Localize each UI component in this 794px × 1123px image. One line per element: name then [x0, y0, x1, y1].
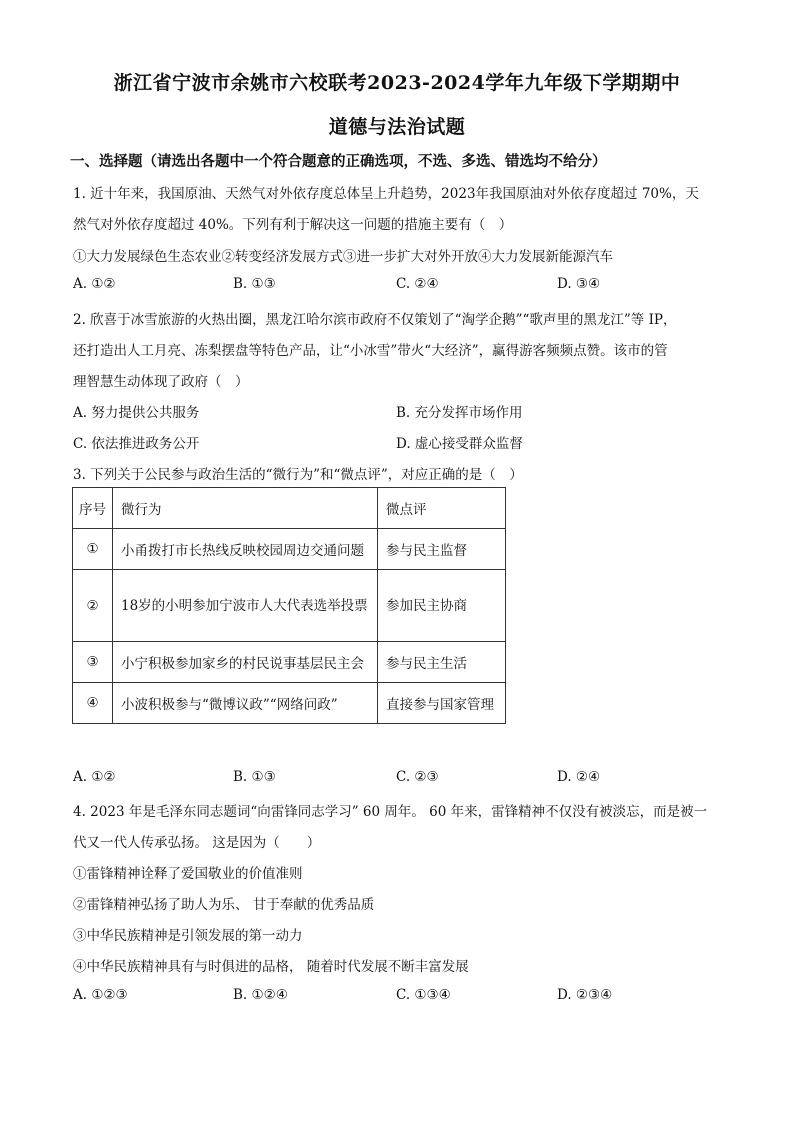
q2-stem-line2: 还打造出人工月亮、冻梨摆盘等特色产品，让“小冰雪”带火“大经济”，赢得游客频频点赞。该市的管 [73, 343, 668, 359]
q1-option-d: D. ③④ [557, 276, 601, 292]
q1-statements: ①大力发展绿色生态农业②转变经济发展方式③进一步扩大对外开放④大力发展新能源汽车 [73, 249, 613, 265]
table-cell-action: 小甬拨打市长热线反映校园周边交通问题 [113, 529, 378, 570]
q1-stem-line2: 然气对外依存度超过 40%。下列有利于解决这一问题的措施主要有（ ） [73, 217, 513, 233]
table-cell-action: 小波积极参与“微博议政”“网络问政” [113, 683, 378, 724]
table-cell-no: ④ [73, 683, 113, 724]
q3-option-c: C. ②③ [396, 769, 439, 785]
q1-option-a: A. ①② [73, 276, 116, 292]
q2-option-d: D. 虚心接受群众监督 [396, 436, 523, 452]
table-row [73, 642, 506, 683]
table-row [73, 570, 506, 642]
q4-option-c: C. ①③④ [396, 987, 451, 1003]
q4-option-b: B. ①②④ [233, 987, 288, 1003]
q4-statement-2: ②雷锋精神弘扬了助人为乐、 甘于奉献的优秀品质 [73, 897, 375, 913]
q2-option-b: B. 充分发挥市场作用 [396, 405, 523, 421]
exam-title-line1: 浙江省宁波市余姚市六校联考2023-2024学年九年级下学期期中 [113, 72, 681, 94]
q3-table [72, 487, 506, 724]
q2-option-c: C. 依法推进政务公开 [73, 436, 200, 452]
exam-title-line2: 道德与法治试题 [328, 116, 466, 138]
q1-option-b: B. ①③ [233, 276, 276, 292]
q4-option-a: A. ①②③ [73, 987, 128, 1003]
q2-stem-line1: 2. 欣喜于冰雪旅游的火热出圈，黑龙江哈尔滨市政府不仅策划了“淘学企鹅”“歌声里的黑龙江”等 IP， [73, 312, 677, 328]
q3-option-a: A. ①② [73, 769, 116, 785]
table-row [73, 683, 506, 724]
table-cell-action: 小宁积极参加家乡的村民说事基层民主会 [113, 642, 378, 683]
table-cell-no: ② [73, 570, 113, 642]
q4-statement-4: ④中华民族精神具有与时俱进的品格， 随着时代发展不断丰富发展 [73, 959, 469, 975]
q2-stem-line3: 理智慧生动体现了政府（ ） [73, 374, 249, 390]
q1-option-c: C. ②④ [396, 276, 439, 292]
q2-option-a: A. 努力提供公共服务 [73, 405, 200, 421]
table-cell-comment: 参加民主协商 [378, 570, 506, 642]
table-header-cell: 序号 [73, 488, 113, 529]
q4-option-d: D. ②③④ [557, 987, 613, 1003]
table-cell-comment: 参与民主监督 [378, 529, 506, 570]
table-cell-comment: 参与民主生活 [378, 642, 506, 683]
q4-stem-line2: 代又一代人传承弘扬。 这是因为（ ） [73, 835, 321, 851]
table-row [73, 529, 506, 570]
table-cell-comment: 直接参与国家管理 [378, 683, 506, 724]
q3-option-b: B. ①③ [233, 769, 276, 785]
table-cell-no: ③ [73, 642, 113, 683]
q4-stem-line1: 4. 2023 年是毛泽东同志题词“向雷锋同志学习” 60 周年。 60 年来，雷锋精神不仅没有被淡忘，而是被一 [73, 804, 708, 820]
section-heading: 一、选择题（请选出各题中一个符合题意的正确选项，不选、多选、错选均不给分） [70, 153, 607, 170]
q3-stem: 3. 下列关于公民参与政治生活的“微行为”和“微点评”，对应正确的是（ ） [73, 467, 523, 483]
table-header-cell: 微点评 [378, 488, 506, 529]
table-header-row [73, 488, 506, 529]
q4-statement-3: ③中华民族精神是引领发展的第一动力 [73, 928, 303, 944]
table-cell-action: 18岁的小明参加宁波市人大代表选举投票 [113, 570, 378, 642]
q3-option-d: D. ②④ [557, 769, 601, 785]
table-cell-no: ① [73, 529, 113, 570]
q1-stem-line1: 1. 近十年来，我国原油、天然气对外依存度总体呈上升趋势，2023年我国原油对外依存度超过 70%，天 [73, 186, 699, 202]
q4-statement-1: ①雷锋精神诠释了爱国敬业的价值准则 [73, 866, 303, 882]
table-header-cell: 微行为 [113, 488, 378, 529]
